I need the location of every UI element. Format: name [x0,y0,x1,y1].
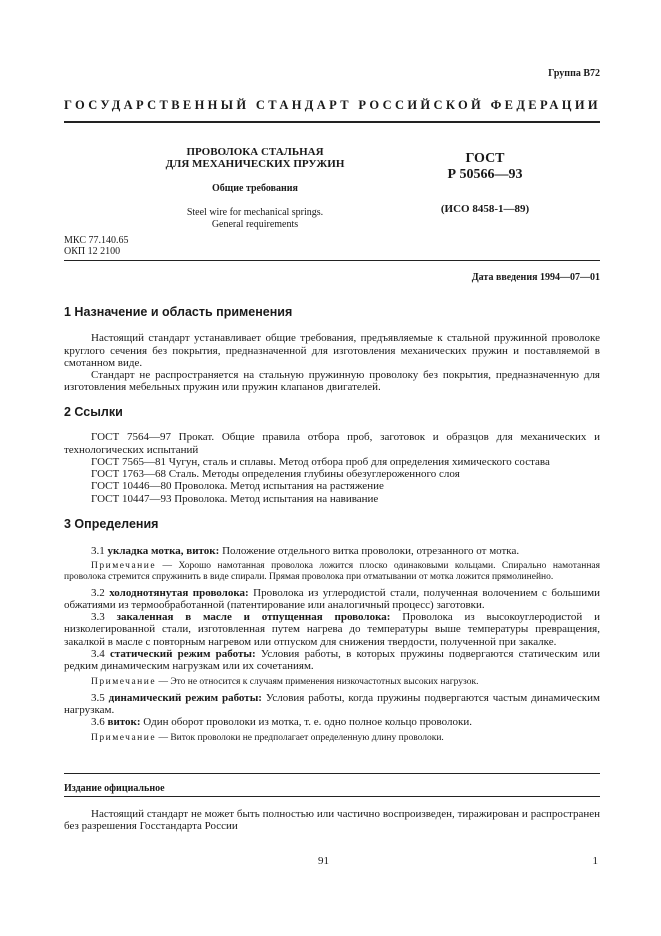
definition-3-2: 3.2 холоднотянутая проволока: Проволока из углеродистой стали, полученная волочением с большими обжатиями из термообработанной (патентирование или аналогичный процесс) заготовки. [64,586,601,611]
group-code: Группа В72 [548,68,600,79]
codes-rule [64,260,600,261]
gost-number: Р 50566—93 [447,167,523,182]
section-1-heading: 1 Назначение и область применения [64,305,293,319]
copyright-notice: Настоящий стандарт не может быть полностью или частично воспроизведен, тиражирован и распространен без разрешения Госстандарта России [64,808,600,833]
section-2-heading: 2 Ссылки [64,405,123,419]
section-3 [64,518,600,744]
iso-reference: (ИСО 8458-1—89) [440,203,530,215]
section-3-heading: 3 Определения [64,517,159,531]
page-number-right: 1 [592,855,598,867]
references-list [64,431,600,505]
section-1-paragraph: Настоящий стандарт устанавливает общие требования, предъявляемые к стальной пружинной проволоке круглого сечения без покрытия, предназначенной для изготовления механических пружин и поставляемой в смотанном виде. [64,332,600,369]
okp-code: ОКП 12 2100 [64,246,121,257]
page-number-center: 91 [318,855,329,867]
section-2 [64,406,600,505]
reference-item: ГОСТ 1763—68 Сталь. Методы определения глубины обезуглероженного слоя [91,468,460,481]
note-3-6: Примечание — Виток проволоки не предполагает определенную длину проволоки. [91,732,444,743]
definition-3-5: 3.5 динамический режим работы: Условия работы, когда пружины подвергаются частым динамическим нагрузкам. [64,691,600,716]
document-title-en: Steel wire for mechanical springs. General requirements [186,207,324,230]
definition-3-4: 3.4 статический режим работы: Условия работы, в которых пружины подвергаются статическим или редким динамическим нагрузкам или их сочетаниям. [64,648,601,673]
document-subtitle: Общие требования [212,183,298,194]
definition-3-6: 3.6 виток: Один оборот проволоки из мотка, т. е. одно полное кольцо проволоки. [91,716,472,729]
section-1 [64,306,600,394]
reference-item: ГОСТ 10447—93 Проволока. Метод испытания на навивание [91,492,379,505]
introduction-date: Дата введения 1994—07—01 [471,272,600,283]
definition-3-3: 3.3 закаленная в масле и отпущенная проволока: Проволока из высокоуглеродистой и низколегированной стали, изготовленная путем нагрева до температуры выше температуры превращения, закалкой в масле с повторным нагревом или отпуском для снижения твердости, полученной при закалке. [64,611,601,648]
header-rule [64,121,600,123]
state-standard-title: ГОСУДАРСТВЕННЫЙ СТАНДАРТ РОССИЙСКОЙ ФЕДЕРАЦИИ [64,98,601,112]
reference-item: ГОСТ 10446—80 Проволока. Метод испытания на растяжение [91,480,384,493]
official-rule [64,796,600,797]
reference-item: ГОСТ 7564—97 Прокат. Общие правила отбора проб, заготовок и образцов для механических и технологических испытаний [64,431,600,456]
note-3-1: Примечание — Хорошо намотанная проволока ложится плоско одинаковыми кольцами. Спирально намотанная проволока стремится спружинить в виде спирали. Прямая проволока при отматывании от мотка ложится прямолинейно. [64,560,601,582]
section-1-paragraph: Стандарт не распространяется на стальную пружинную проволоку без покрытия, предназначенную для изготовления мебельных пружин или пружин клапанов двигателей. [64,369,600,394]
document-title-ru: ПРОВОЛОКА СТАЛЬНАЯ ДЛЯ МЕХАНИЧЕСКИХ ПРУЖИН [165,146,345,170]
footer-rule [64,773,600,774]
note-3-4: Примечание — Это не относится к случаям применения низкочастотных высоких нагрузок. [91,676,479,687]
classification-codes [64,235,128,257]
definition-3-1: 3.1 укладка мотка, виток: Положение отдельного витка проволоки, отрезанного от мотка. [91,545,520,558]
gost-label: ГОСТ [465,151,505,166]
official-edition-label: Издание официальное [64,783,165,794]
mks-code: МКС 77.140.65 [64,235,129,246]
reference-item: ГОСТ 7565—81 Чугун, сталь и сплавы. Метод отбора проб для определения химического состава [91,455,550,468]
